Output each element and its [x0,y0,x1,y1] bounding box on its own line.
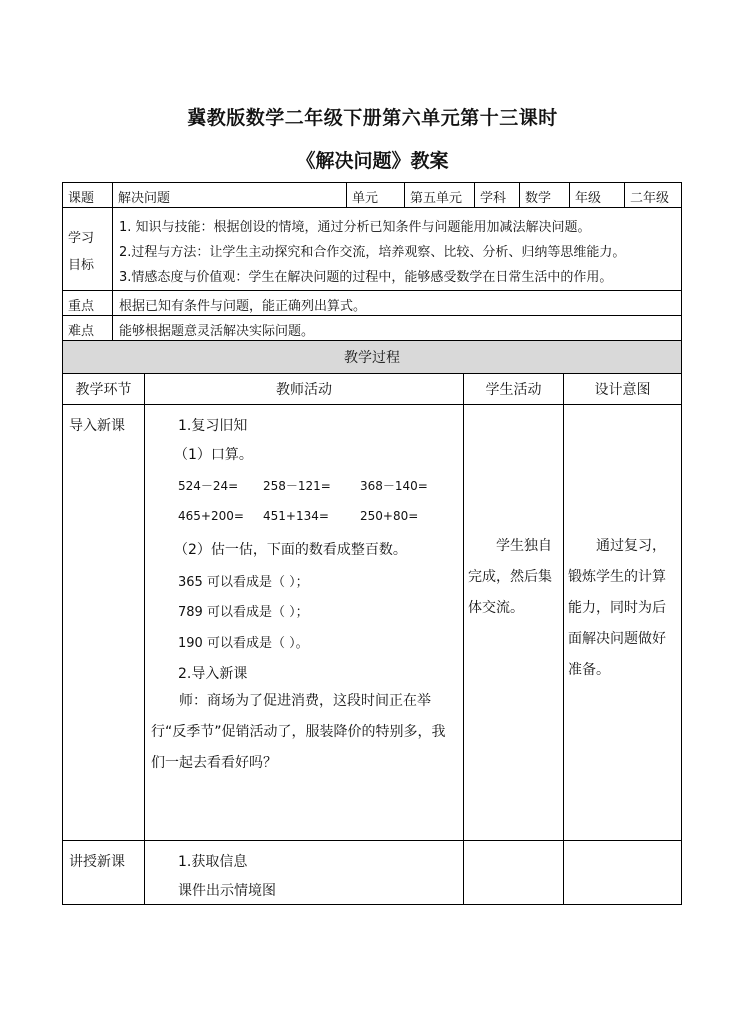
topic-value-cell [112,182,347,208]
calc-item: 524－24= [178,479,239,493]
topic-label-cell [62,182,113,208]
goal-item-2: 2.过程与方法：让学生主动探究和合作交流，培养观察、比较、分析、归纳等思维能力。 [119,245,626,260]
goals-content-cell [112,207,682,291]
col-header-teacher: 教师活动 [276,382,332,398]
document-subtitle: 《解决问题》教案 [296,150,449,172]
goals-label-line2: 目标 [68,258,95,273]
estimate-item: 365 可以看成是（ ）； [178,575,309,590]
topic-value: 解决问题 [118,191,171,206]
calc-item: 451+134= [263,509,329,523]
col-header-stage-cell [62,373,145,405]
calc-item: 465+200= [178,509,244,523]
estimate-item: 789 可以看成是（ ）； [178,605,309,620]
unit-value-cell [404,182,475,208]
key-point-label-cell [62,290,113,316]
show-scene-line: 课件出示情境图 [178,883,276,899]
design-intent-intro-cell [563,404,682,841]
subject-label: 学科 [480,191,507,206]
topic-label: 课题 [68,191,95,206]
stage-new-lesson: 讲授新课 [69,854,125,870]
stage-new-lesson-cell [62,840,145,905]
subject-label-cell [474,182,520,208]
grade-label-cell [569,182,625,208]
goals-label-line1: 学习 [68,231,95,246]
stage-intro-cell [62,404,145,841]
grade-value: 二年级 [630,191,670,206]
col-header-student-cell [463,373,564,405]
get-info-step-heading: 1.获取信息 [178,854,248,870]
lead-in-paragraph: 师：商场为了促进消费，这段时间正在举行“反季节”促销活动了，服装降价的特别多，我们一起去看看好吗？ [151,693,446,771]
difficulty-label: 难点 [68,324,95,339]
estimate-item: 190 可以看成是（ ）。 [178,636,309,651]
col-header-stage: 教学环节 [75,382,132,398]
unit-label-cell [346,182,405,208]
grade-label: 年级 [575,191,602,206]
student-activity-intro-cell [463,404,564,841]
calc-item: 368－140= [360,479,428,493]
student-activity-new-lesson-cell [463,840,564,905]
col-header-teacher-cell [144,373,464,405]
review-step-heading: 1.复习旧知 [178,418,248,434]
design-intent-new-lesson-cell [563,840,682,905]
goals-label-cell [62,207,113,291]
process-header-cell [62,340,682,374]
student-activity-intro: 学生独自完成，然后集体交流。 [468,538,552,616]
lead-in-step-heading: 2.导入新课 [178,666,248,682]
calc-item: 258－121= [263,479,331,493]
difficulty-value: 能够根据题意灵活解决实际问题。 [119,324,315,339]
unit-label: 单元 [352,191,379,206]
difficulty-label-cell [62,315,113,341]
col-header-student: 学生活动 [485,382,542,398]
col-header-intent: 设计意图 [594,382,651,398]
key-point-value-cell [112,290,682,316]
subject-value: 数学 [525,191,552,206]
subject-value-cell [519,182,570,208]
key-point-value: 根据已知有条件与问题，能正确列出算式。 [119,299,367,314]
difficulty-value-cell [112,315,682,341]
unit-value: 第五单元 [410,191,463,206]
stage-intro: 导入新课 [69,418,125,434]
col-header-intent-cell [563,373,682,405]
key-point-label: 重点 [68,299,95,314]
teacher-activity-intro-cell [144,404,464,841]
grade-value-cell [624,182,682,208]
estimate-heading: （2）估一估，下面的数看成整百数。 [174,542,407,558]
goal-item-3: 3.情感态度与价值观：学生在解决问题的过程中，能够感受数学在日常生活中的作用。 [119,270,613,285]
teacher-activity-new-lesson-cell [144,840,464,905]
design-intent-intro: 通过复习，锻炼学生的计算能力，同时为后面解决问题做好准备。 [568,538,666,678]
calc-item: 250+80= [360,509,419,523]
oral-calc-heading: （1）口算。 [174,447,253,463]
process-header: 教学过程 [344,350,400,366]
goal-item-1: 1. 知识与技能：根据创设的情境，通过分析已知条件与问题能用加减法解决问题。 [119,220,591,235]
document-title: 冀教版数学二年级下册第六单元第十三课时 [187,107,558,129]
